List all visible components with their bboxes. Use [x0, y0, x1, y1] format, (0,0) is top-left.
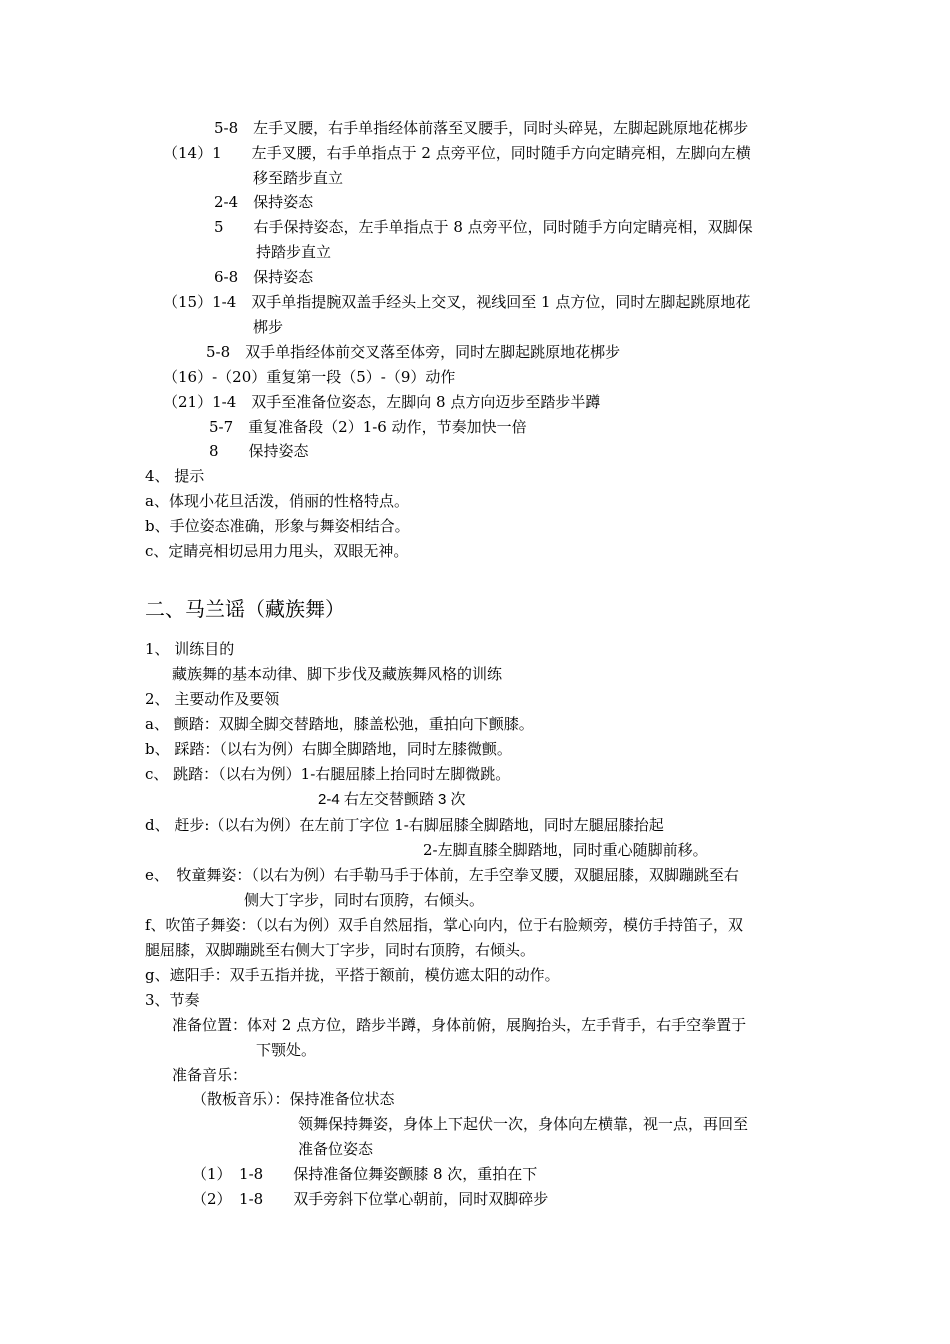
- text-line: 持踏步直立: [256, 243, 332, 261]
- text-line: 领舞保持舞姿，身体上下起伏一次，身体向左横靠，视一点，再回至: [298, 1115, 749, 1133]
- text-line: f、吹笛子舞姿：（以右为例）双手自然屈指，掌心向内，位于右脸颊旁，模仿手持笛子，双: [145, 916, 744, 934]
- text-line: 藏族舞的基本动律、脚下步伐及藏族舞风格的训练: [172, 665, 503, 683]
- text-line: （15）1-4 双手单指提腕双盖手经头上交叉，视线回至 1 点方位，同时左脚起跳原地花: [163, 293, 751, 311]
- text-line: （1） 1-8 保持准备位舞姿颤膝 8 次，重拍在下: [192, 1165, 538, 1183]
- text-line: 移至踏步直立: [253, 169, 344, 187]
- text-line: 梆步: [253, 318, 284, 336]
- text-line: （2） 1-8 双手旁斜下位掌心朝前，同时双脚碎步: [192, 1190, 549, 1208]
- text-line: c、 跳踏：（以右为例）1-右腿屈膝上抬同时左脚微跳。: [145, 765, 511, 783]
- text-line: （14）1 左手叉腰，右手单指点于 2 点旁平位，同时随手方向定睛亮相，左脚向左横: [163, 144, 751, 162]
- text-line: 2-左脚直膝全脚踏地，同时重心随脚前移。: [423, 841, 708, 859]
- text-line: b、手位姿态准确，形象与舞姿相结合。: [145, 517, 410, 535]
- text-line: 准备位姿态: [298, 1140, 374, 1158]
- text-line: （21）1-4 双手至准备位姿态，左脚向 8 点方向迈步至踏步半蹲: [163, 393, 601, 411]
- text-line: 3、节奏: [145, 991, 200, 1009]
- text-line: 5 右手保持姿态，左手单指点于 8 点旁平位，同时随手方向定睛亮相，双脚保: [214, 218, 753, 236]
- text-line: d、 赶步:（以右为例）在左前丁字位 1-右脚屈膝全脚踏地，同时左腿屈膝抬起: [145, 816, 664, 834]
- text-line: 腿屈膝，双脚蹦跳至右侧大丁字步，同时右顶胯，右倾头。: [145, 941, 536, 959]
- text-line: e、 牧童舞姿：（以右为例）右手勒马手于体前，左手空拳叉腰，双腿屈膝，双脚蹦跳至右: [145, 866, 739, 884]
- text-line: 侧大丁字步，同时右顶胯，右倾头。: [244, 891, 485, 909]
- text-line: 5-7 重复准备段（2）1-6 动作，节奏加快一倍: [209, 418, 527, 436]
- text-line: a、 颤踏：双脚全脚交替踏地，膝盖松弛，重拍向下颤膝。: [145, 715, 534, 733]
- text-line: c、定睛亮相切忌用力甩头，双眼无神。: [145, 542, 409, 560]
- text-line: 8 保持姿态: [209, 442, 309, 460]
- section-heading: 二、马兰谣（藏族舞）: [145, 597, 345, 621]
- text-line: 2-4 右左交替颤踏 3 次: [318, 791, 466, 808]
- text-line: 6-8 保持姿态: [214, 268, 314, 286]
- text-line: 5-8 双手单指经体前交叉落至体旁，同时左脚起跳原地花梆步: [206, 343, 621, 361]
- text-line: b、 踩踏：（以右为例）右脚全脚踏地，同时左膝微颤。: [145, 740, 512, 758]
- text-line: g、遮阳手：双手五指并拢，平搭于额前，模仿遮太阳的动作。: [145, 966, 560, 984]
- text-line: 1、 训练目的: [145, 640, 235, 658]
- text-line: 下颚处。: [256, 1041, 317, 1059]
- text-line: 4、 提示: [145, 467, 205, 485]
- text-line: 准备音乐：: [172, 1066, 248, 1084]
- text-line: 5-8 左手叉腰，右手单指经体前落至叉腰手，同时头碎晃，左脚起跳原地花梆步: [214, 119, 749, 137]
- text-line: 2-4 保持姿态: [214, 193, 314, 211]
- text-line: 2、 主要动作及要领: [145, 690, 280, 708]
- text-line: 准备位置：体对 2 点方位，踏步半蹲，身体前俯，展胸抬头，左手背手，右手空拳置于: [172, 1016, 747, 1034]
- text-line: a、体现小花旦活泼，俏丽的性格特点。: [145, 492, 409, 510]
- text-line: （散板音乐）：保持准备位状态: [192, 1090, 395, 1108]
- text-line: （16）-（20）重复第一段（5）-（9）动作: [163, 368, 456, 386]
